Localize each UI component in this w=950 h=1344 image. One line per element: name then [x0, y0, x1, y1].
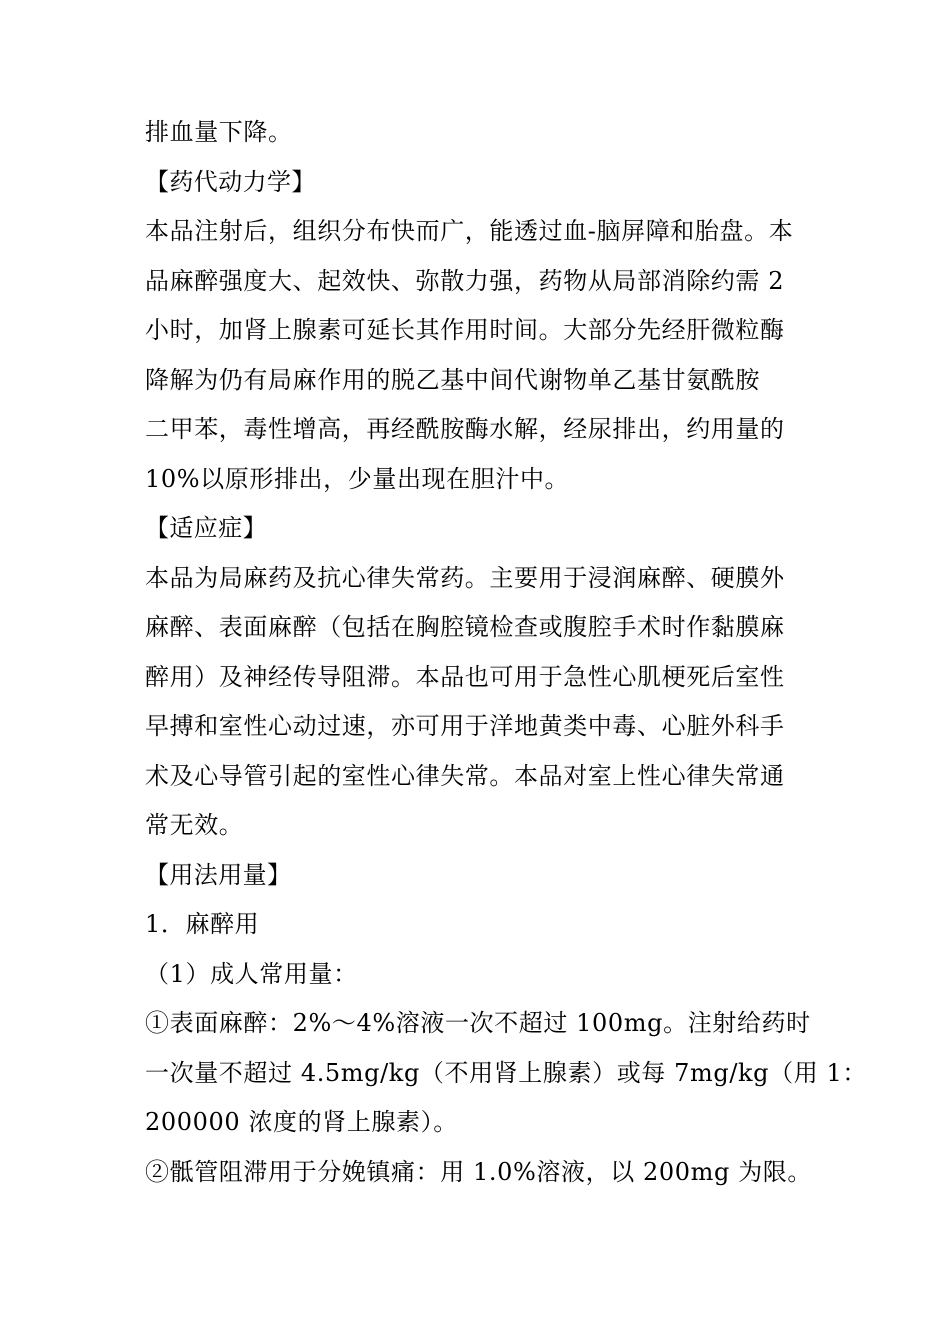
text-line: 排血量下降。 [145, 118, 293, 146]
text-line: 早搏和室性心动过速，亦可用于洋地黄类中毒、心脏外科手 [145, 712, 785, 740]
text-line: 本品为局麻药及抗心律失常药。主要用于浸润麻醉、硬膜外 [145, 563, 785, 592]
text-line: 10%以原形排出，少量出现在胆汁中。 [145, 464, 570, 493]
text-line: ①表面麻醉：2%～4%溶液一次不超过 100mg。注射给药时 [145, 1009, 811, 1037]
text-line: ②骶管阻滞用于分娩镇痛：用 1.0%溶液，以 200mg 为限。 [145, 1157, 812, 1186]
subsection-heading: （1）成人常用量： [145, 959, 358, 988]
text-line: 本品注射后，组织分布快而广，能透过血-脑屏障和胎盘。本 [145, 217, 794, 245]
text-line: 200000 浓度的肾上腺素）。 [145, 1108, 458, 1136]
section-heading-indications: 【适应症】 [145, 514, 267, 542]
text-line: 常无效。 [145, 811, 244, 839]
text-line: 术及心导管引起的室性心律失常。本品对室上性心律失常通 [145, 761, 785, 790]
text-line: 醉用）及神经传导阻滞。本品也可用于急性心肌梗死后室性 [145, 662, 785, 691]
subsection-heading: 1．麻醉用 [145, 910, 260, 938]
text-line: 一次量不超过 4.5mg/kg（不用肾上腺素）或每 7mg/kg（用 1： [145, 1058, 868, 1087]
text-line: 二甲苯，毒性增高，再经酰胺酶水解，经尿排出，约用量的 [145, 415, 785, 443]
text-line: 降解为仍有局麻作用的脱乙基中间代谢物单乙基甘氨酰胺 [145, 365, 760, 394]
section-heading-dosage: 【用法用量】 [145, 860, 292, 889]
section-heading-pharmacokinetics: 【药代动力学】 [145, 167, 316, 196]
text-line: 品麻醉强度大、起效快、弥散力强，药物从局部消除约需 2 [145, 266, 785, 295]
text-line: 麻醉、表面麻醉（包括在胸腔镜检查或腹腔手术时作黏膜麻 [145, 613, 785, 641]
document-body [145, 108, 868, 1197]
text-line: 小时，加肾上腺素可延长其作用时间。大部分先经肝微粒酶 [145, 316, 785, 344]
